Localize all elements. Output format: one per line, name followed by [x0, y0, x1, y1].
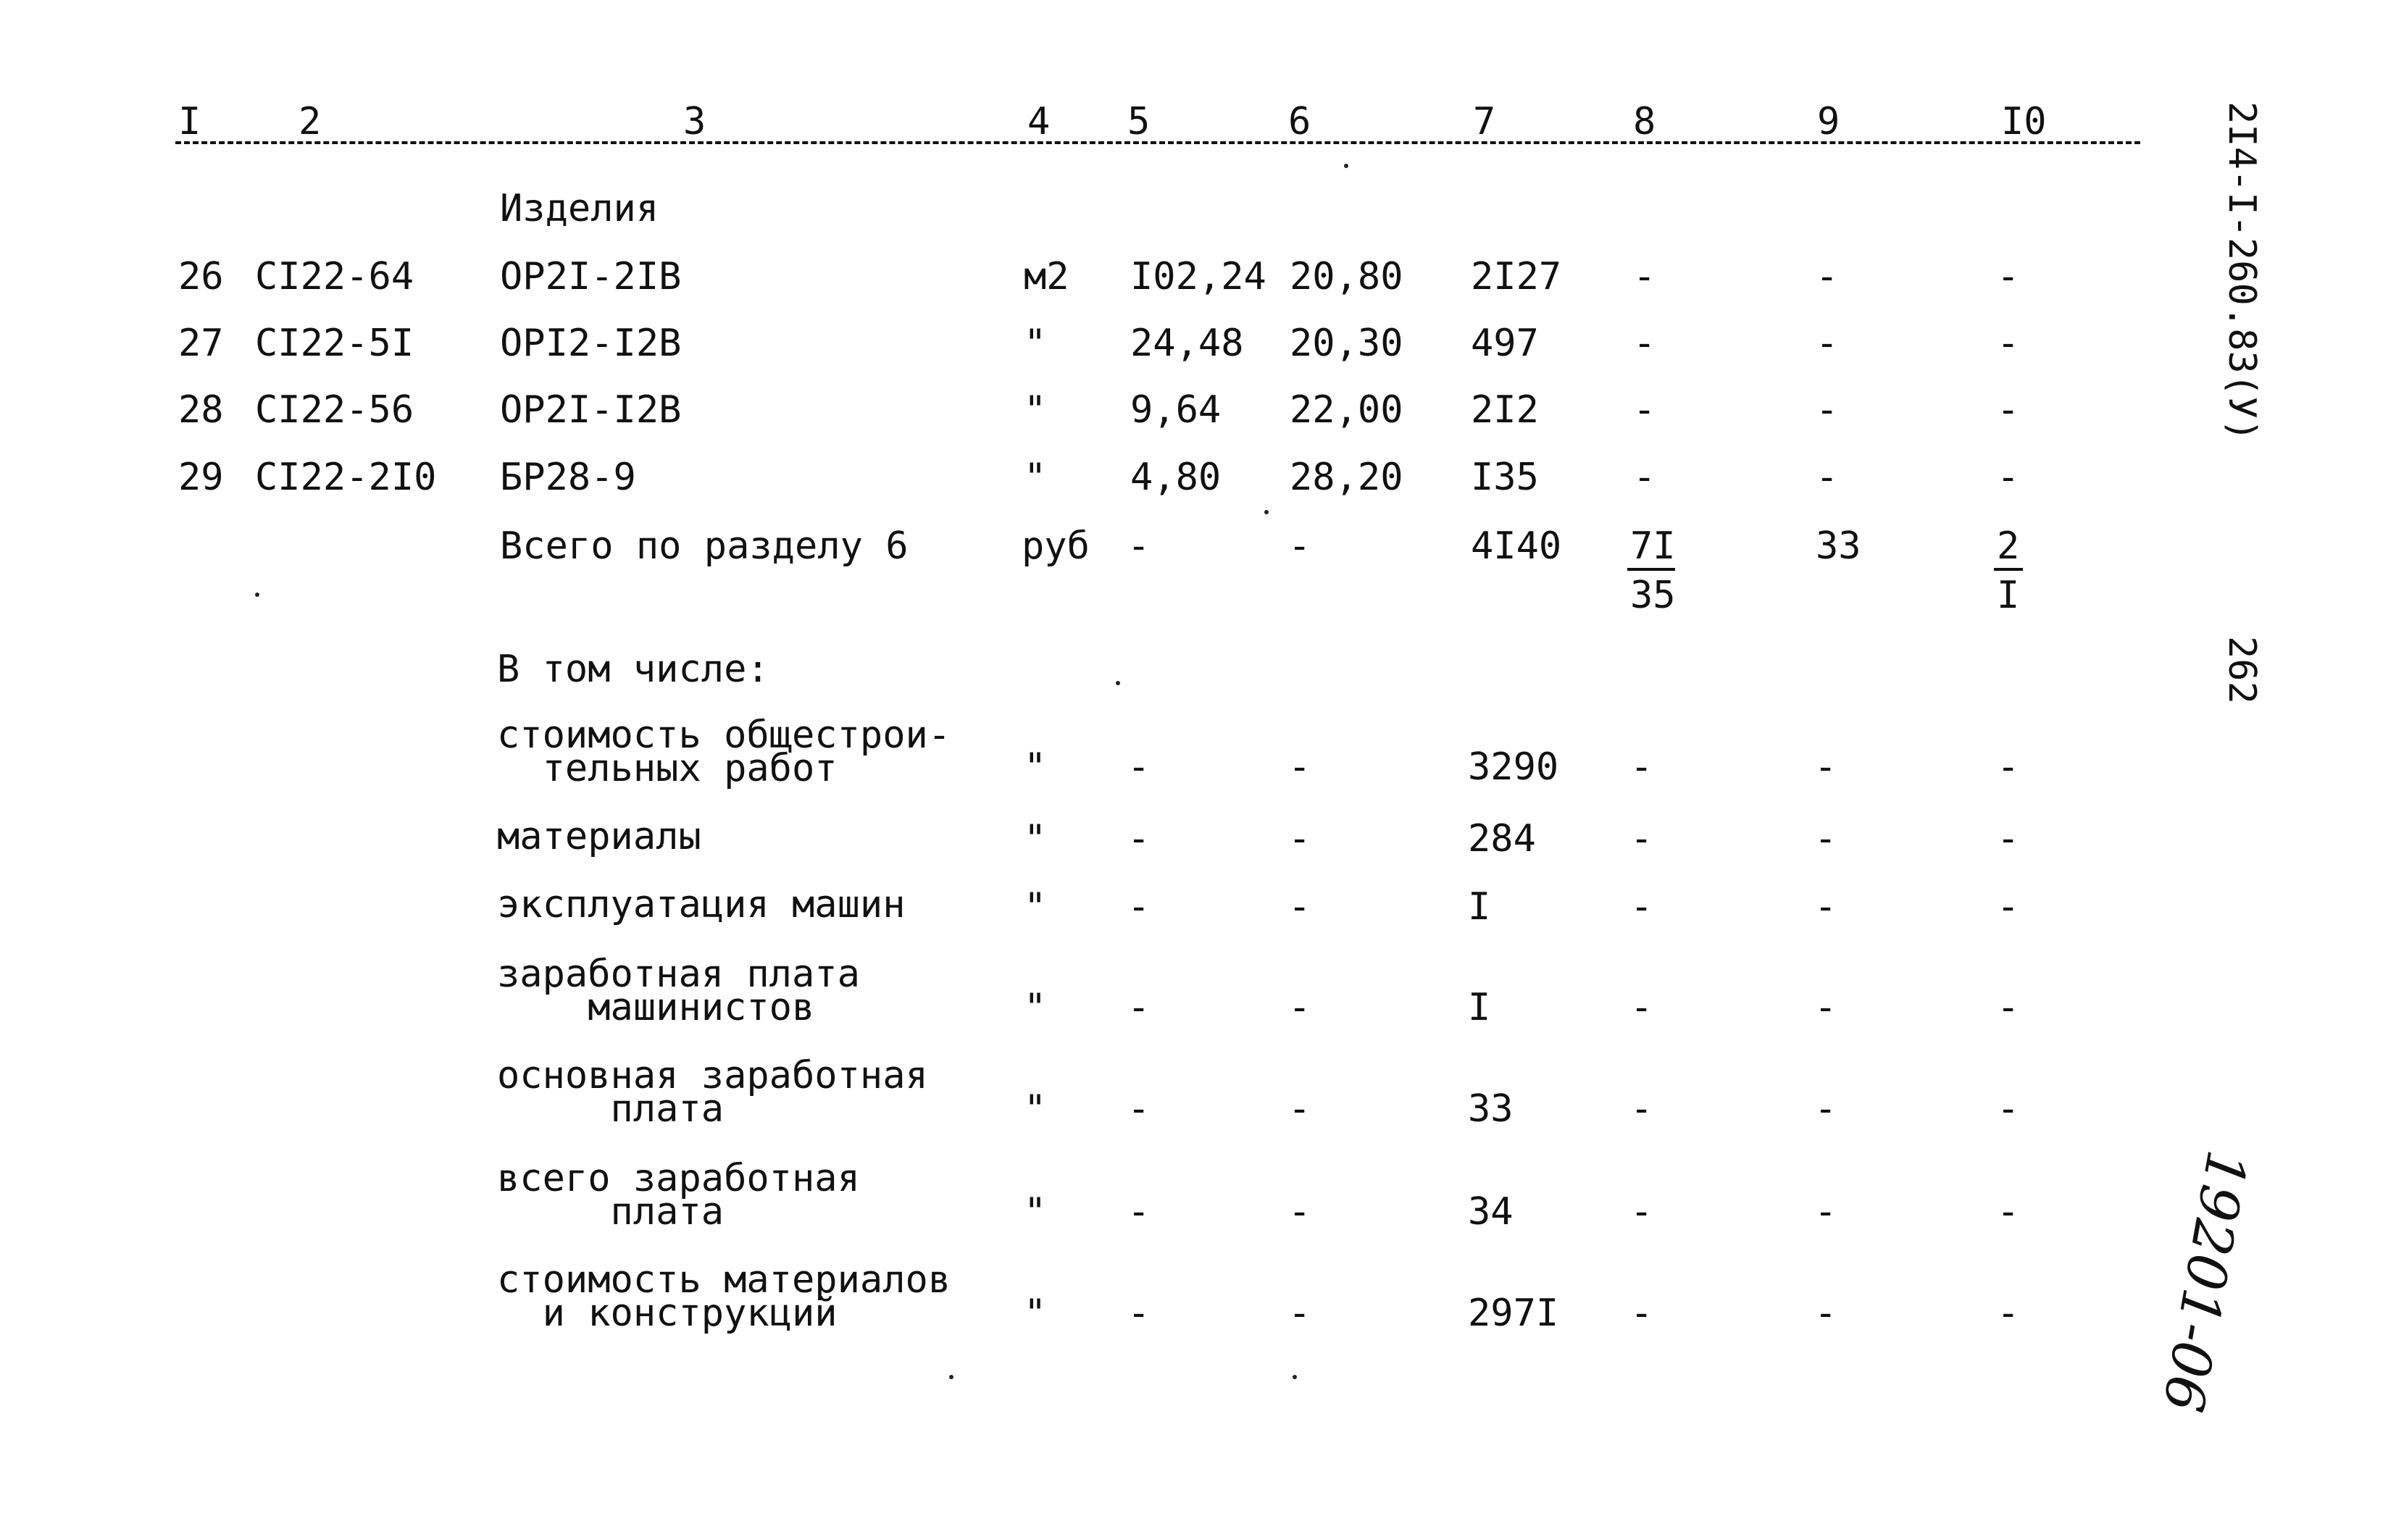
breakdown-c8: -: [1630, 745, 1653, 789]
row-price: 22,00: [1290, 388, 1403, 432]
row-total: 2I2: [1471, 388, 1539, 432]
breakdown-c10: -: [1997, 745, 2020, 789]
row-code: CI22-5I: [255, 322, 414, 365]
breakdown-qty: -: [1127, 885, 1151, 929]
breakdown-label: стоимость материалов и конструкций: [497, 1258, 951, 1335]
row-name: OP2I-2IB: [500, 255, 682, 298]
row-c8: -: [1633, 322, 1656, 365]
row-c10: -: [1997, 456, 2020, 499]
row-number: 29: [178, 456, 224, 499]
breakdown-label: заработная плата машинистов: [497, 953, 860, 1029]
section-title: Изделия: [500, 187, 659, 230]
row-price: 28,20: [1290, 456, 1403, 499]
breakdown-c8: -: [1630, 986, 1653, 1029]
breakdown-c9: -: [1814, 885, 1837, 929]
row-code: CI22-2I0: [255, 456, 437, 499]
total-value: 4I40: [1471, 524, 1562, 568]
row-c10: -: [1997, 388, 2020, 432]
row-price: 20,30: [1290, 322, 1403, 365]
breakdown-qty: -: [1127, 986, 1151, 1029]
col-header-3: 3: [683, 100, 706, 143]
scan-speck: [1116, 681, 1120, 685]
row-c10: -: [1997, 322, 2020, 365]
row-code: CI22-64: [255, 255, 414, 298]
row-total: 2I27: [1471, 255, 1562, 298]
handwritten-number: 19201-06: [2150, 1145, 2260, 1417]
col-header-2: 2: [299, 100, 322, 143]
breakdown-c8: -: [1630, 1292, 1653, 1335]
row-c8: -: [1633, 255, 1656, 298]
breakdown-price: -: [1288, 885, 1311, 929]
breakdown-price: -: [1288, 817, 1311, 861]
row-name: OP2I-I2B: [500, 388, 682, 432]
breakdown-label: всего заработная плата: [497, 1157, 860, 1234]
breakdown-c10: -: [1997, 885, 2020, 929]
breakdown-total: 284: [1468, 817, 1536, 861]
scan-speck: [1344, 164, 1348, 168]
col-header-1: I: [178, 100, 201, 143]
breakdown-qty: -: [1127, 745, 1151, 789]
scan-speck: [1293, 1375, 1297, 1379]
total-c8-denominator: 35: [1630, 574, 1676, 617]
scan-speck: [949, 1375, 953, 1379]
breakdown-label: основная заработная плата: [497, 1054, 928, 1131]
row-qty: 4,80: [1130, 456, 1222, 499]
row-total: 497: [1471, 322, 1539, 365]
breakdown-label: стоимость общестрои- тельных работ: [497, 713, 951, 790]
row-qty: 9,64: [1130, 388, 1222, 432]
total-c10-fraction-line: [1994, 568, 2023, 571]
breakdown-qty: -: [1127, 1087, 1151, 1131]
col-header-7: 7: [1473, 100, 1496, 143]
row-c9: -: [1816, 388, 1839, 432]
header-rule: [175, 141, 2140, 144]
breakdown-price: -: [1288, 1087, 1311, 1131]
including-label: В том числе:: [497, 648, 769, 691]
row-c9: -: [1816, 255, 1839, 298]
breakdown-c8: -: [1630, 885, 1653, 929]
row-unit: ": [1024, 388, 1047, 432]
breakdown-c10: -: [1997, 1087, 2020, 1131]
breakdown-qty: -: [1127, 1292, 1151, 1335]
page-number: 262: [2220, 636, 2263, 704]
breakdown-total: 33: [1468, 1087, 1514, 1131]
breakdown-c10: -: [1997, 986, 2020, 1029]
total-c10-denominator: I: [1997, 574, 2020, 617]
row-number: 27: [178, 322, 224, 365]
breakdown-total: I: [1468, 986, 1491, 1029]
breakdown-c10: -: [1997, 817, 2020, 861]
total-unit: руб: [1022, 524, 1090, 568]
breakdown-c8: -: [1630, 817, 1653, 861]
row-c9: -: [1816, 322, 1839, 365]
breakdown-price: -: [1288, 1190, 1311, 1234]
col-header-5: 5: [1127, 100, 1151, 143]
row-qty: 24,48: [1130, 322, 1244, 365]
breakdown-c9: -: [1814, 1190, 1837, 1234]
breakdown-label: эксплуатация машин: [497, 883, 906, 926]
row-c8: -: [1633, 456, 1656, 499]
breakdown-c9: -: [1814, 817, 1837, 861]
total-qty: -: [1127, 524, 1151, 568]
breakdown-unit: ": [1024, 1190, 1047, 1234]
row-c10: -: [1997, 255, 2020, 298]
total-price: -: [1288, 524, 1311, 568]
row-price: 20,80: [1290, 255, 1403, 298]
breakdown-price: -: [1288, 745, 1311, 789]
row-qty: I02,24: [1130, 255, 1266, 298]
breakdown-total: 34: [1468, 1190, 1514, 1234]
scan-speck: [1264, 510, 1269, 514]
total-c9: 33: [1816, 524, 1861, 568]
breakdown-price: -: [1288, 1292, 1311, 1335]
breakdown-unit: ": [1024, 745, 1047, 789]
row-number: 26: [178, 255, 224, 298]
row-c9: -: [1816, 456, 1839, 499]
breakdown-c8: -: [1630, 1190, 1653, 1234]
total-c10-numerator: 2: [1997, 524, 2020, 568]
row-name: OPI2-I2B: [500, 322, 682, 365]
breakdown-c8: -: [1630, 1087, 1653, 1131]
breakdown-total: 3290: [1468, 745, 1559, 789]
breakdown-qty: -: [1127, 817, 1151, 861]
breakdown-unit: ": [1024, 885, 1047, 929]
breakdown-c10: -: [1997, 1190, 2020, 1234]
row-total: I35: [1471, 456, 1539, 499]
breakdown-qty: -: [1127, 1190, 1151, 1234]
scan-speck: [255, 593, 259, 597]
breakdown-total: I: [1468, 885, 1491, 929]
breakdown-c9: -: [1814, 1087, 1837, 1131]
row-number: 28: [178, 388, 224, 432]
total-label: Всего по разделу 6: [500, 524, 909, 568]
breakdown-c9: -: [1814, 1292, 1837, 1335]
col-header-8: 8: [1633, 100, 1656, 143]
breakdown-unit: ": [1024, 986, 1047, 1029]
breakdown-price: -: [1288, 986, 1311, 1029]
document-code: 2I4-I-260.83(У): [2220, 101, 2263, 442]
breakdown-c10: -: [1997, 1292, 2020, 1335]
breakdown-unit: ": [1024, 1292, 1047, 1335]
col-header-6: 6: [1288, 100, 1311, 143]
row-c8: -: [1633, 388, 1656, 432]
breakdown-unit: ": [1024, 1087, 1047, 1131]
row-unit: ": [1024, 322, 1047, 365]
breakdown-total: 297I: [1468, 1292, 1559, 1335]
total-c8-numerator: 7I: [1630, 524, 1676, 568]
total-c8-fraction-line: [1627, 568, 1675, 571]
col-header-9: 9: [1817, 100, 1840, 143]
breakdown-unit: ": [1024, 817, 1047, 861]
row-unit: м2: [1024, 255, 1069, 298]
breakdown-label: материалы: [497, 815, 701, 858]
row-code: CI22-56: [255, 388, 414, 432]
breakdown-c9: -: [1814, 745, 1837, 789]
breakdown-c9: -: [1814, 986, 1837, 1029]
row-unit: ": [1024, 456, 1047, 499]
col-header-10: I0: [2001, 100, 2047, 143]
row-name: БP28-9: [500, 456, 636, 499]
col-header-4: 4: [1027, 100, 1051, 143]
